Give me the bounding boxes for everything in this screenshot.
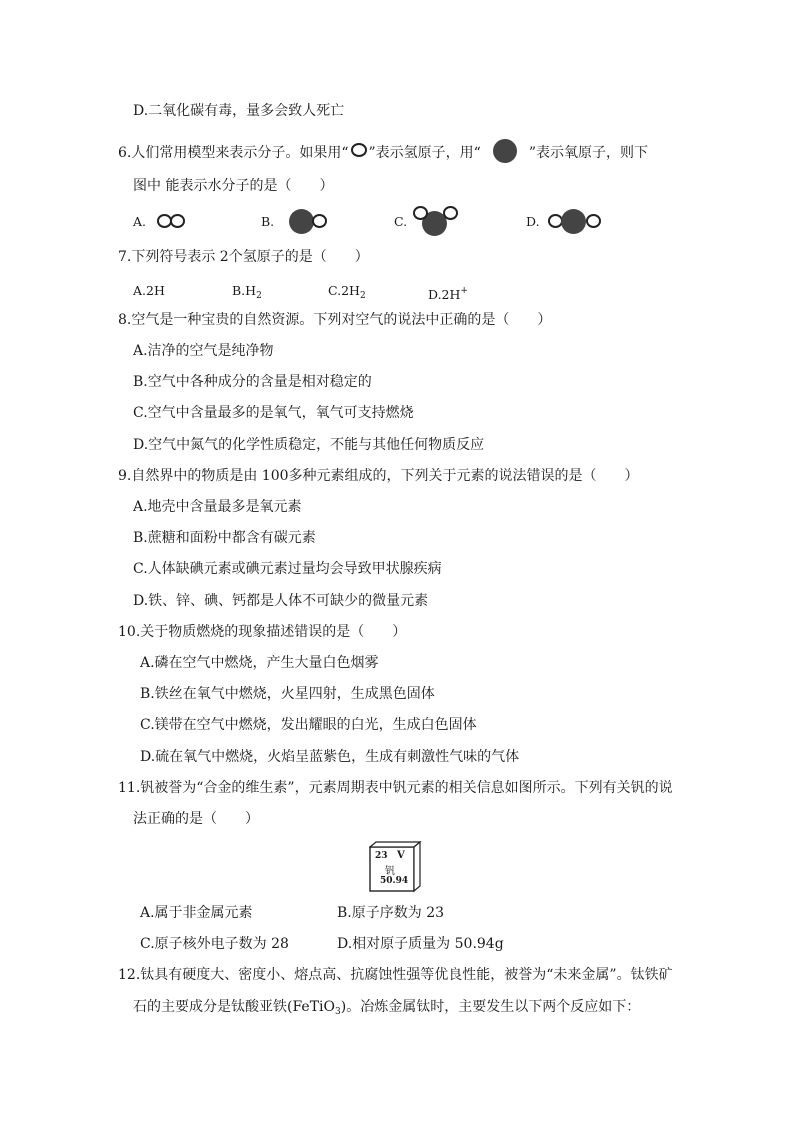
q6-option-d-label: D. [526, 214, 540, 229]
q6-stem [118, 139, 648, 163]
oxygen-atom-icon [493, 139, 517, 163]
q6-stem-part1: 6.人们常用模型来表示分子。如果用“ [118, 145, 349, 161]
q9-option-a: A.地壳中含量最多是氧元素 [133, 499, 302, 515]
q7-option-b: $B.H_2$ [232, 283, 262, 301]
q6-option-a-label: A. [133, 214, 147, 229]
q8-option-a: A.洁净的空气是纯净物 [133, 343, 274, 359]
q7-stem: 7.下列符号表示 2个氢原子的是（ ） [118, 249, 369, 265]
q6-stem-part2: ”表示氢原子，用“ [368, 145, 481, 161]
q6-stem-part3: ”表示氧原子，则下 [528, 145, 649, 161]
q6-option-b-molecule-icon [289, 209, 331, 235]
q11-option-a: A.属于非金属元素 [140, 905, 253, 921]
vanadium-element-card [369, 841, 419, 887]
q11-option-b: B.原子序数为 23 [337, 905, 445, 921]
q8-stem: 8.空气是一种宝贵的自然资源。下列对空气的说法中正确的是（ ） [118, 312, 552, 328]
q9-option-d: D.铁、锌、碘、钙都是人体不可缺少的微量元素 [133, 593, 429, 609]
q6-option-c-molecule-icon [413, 206, 461, 238]
q11-option-c: C.原子核外电子数为 28 [140, 936, 289, 952]
q9-stem: 9.自然界中的物质是由 100多种元素组成的，下列关于元素的说法错误的是（ ） [118, 468, 639, 484]
q10-option-c: C.镁带在空气中燃烧，发出耀眼的白光，生成白色固体 [140, 717, 477, 733]
q11-stem-line1: 11.钒被誉为“合金的维生素”，元素周期表中钒元素的相关信息如图所示。下列有关钒的说 [118, 780, 673, 796]
q9-option-b: B.蔗糖和面粉中都含有碳元素 [133, 530, 316, 546]
hydrogen-atom-icon [351, 143, 367, 157]
q11-option-d: D.相对原子质量为 50.94g [337, 936, 504, 952]
element-symbol: V [397, 850, 405, 861]
q8-option-c: C.空气中含量最多的是氧气，氧气可支持燃烧 [133, 405, 414, 421]
element-atomic-mass: 50.94 [380, 876, 409, 886]
q6-stem-line2: 图中 能表示水分子的是（ ） [133, 178, 334, 194]
q9-option-c: C.人体缺碘元素或碘元素过量均会导致甲状腺疾病 [133, 561, 442, 577]
q5-option-d: D.二氧化碳有毒，量多会致人死亡 [133, 103, 345, 119]
q11-stem-line2: 法正确的是（ ） [133, 811, 259, 827]
q6-option-c-label: C. [394, 214, 408, 229]
q10-option-b: B.铁丝在氧气中燃烧，火星四射，生成黑色固体 [140, 686, 435, 702]
q10-option-a: A.磷在空气中燃烧，产生大量白色烟雾 [140, 655, 379, 671]
q8-option-d: D.空气中氮气的化学性质稳定，不能与其他任何物质反应 [133, 437, 485, 453]
q10-option-d: D.硫在氧气中燃烧，火焰呈蓝紫色，生成有刺激性气味的气体 [140, 749, 520, 765]
q8-option-b: B.空气中各种成分的含量是相对稳定的 [133, 374, 372, 390]
element-name: 钒 [385, 866, 395, 877]
q7-option-a: A.2H [133, 283, 165, 298]
q6-option-d-molecule-icon [548, 209, 604, 235]
q6-option-a-molecule-icon [157, 213, 187, 229]
q12-stem-line2: 石的主要成分是钛酸亚铁(FeTiO$_3$)。冶炼金属钛时，主要发生以下两个反应如下： [133, 999, 641, 1017]
q10-stem: 10.关于物质燃烧的现象描述错误的是（ ） [118, 624, 407, 640]
q12-stem-line1: 12.钛具有硬度大、密度小、熔点高、抗腐蚀性强等优良性能，被誉为“未来金属”。钛铁矿 [118, 967, 673, 983]
q7-option-c: $C.2H_2$ [328, 283, 366, 301]
q7-option-d: D.2H+ [428, 286, 468, 302]
q6-option-b-label: B. [261, 214, 275, 229]
element-atomic-number: 23 [375, 851, 388, 861]
